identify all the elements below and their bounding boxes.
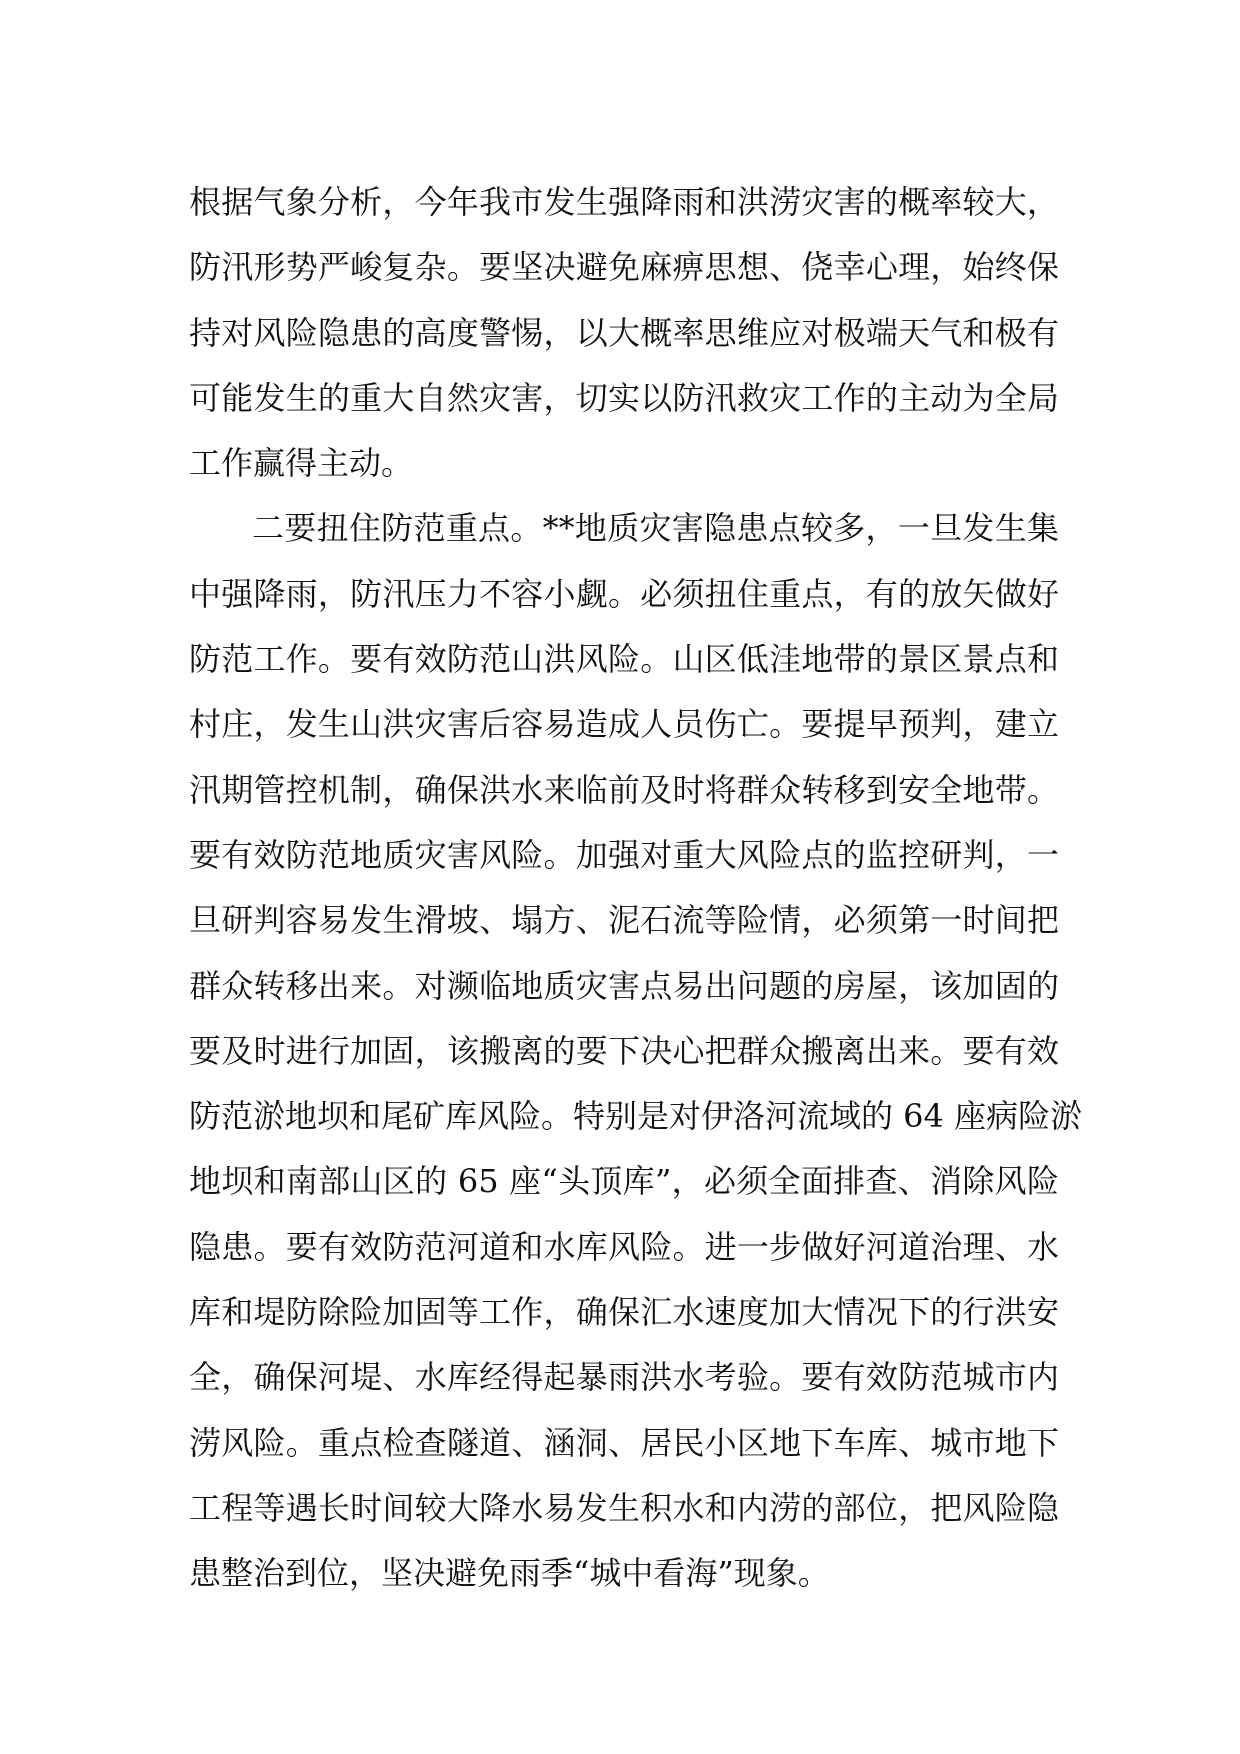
text-line: 涝风险。重点检查隧道、涵洞、居民小区地下车库、城市地下 <box>189 1423 1059 1462</box>
text-line: 全，确保河堤、水库经得起暴雨洪水考验。要有效防范城市内 <box>189 1358 1059 1397</box>
text-line: 防汛形势严峻复杂。要坚决避免麻痹思想、侥幸心理，始终保 <box>189 248 1059 287</box>
text-line: 隐患。要有效防范河道和水库风险。进一步做好河道治理、水 <box>189 1227 1059 1266</box>
text-line: 患整治到位，坚决避免雨季“城中看海”现象。 <box>189 1554 830 1593</box>
text-line: 要有效防范地质灾害风险。加强对重大风险点的监控研判，一 <box>189 835 1059 874</box>
text-line: 防范淤地坝和尾矿库风险。特别是对伊洛河流域的 64 座病险淤 <box>189 1097 1083 1136</box>
text-line: 要及时进行加固，该搬离的要下决心把群众搬离出来。要有效 <box>189 1031 1059 1070</box>
text-line: 可能发生的重大自然灾害，切实以防汛救灾工作的主动为全局 <box>189 378 1059 417</box>
text-line: 中强降雨，防汛压力不容小觑。必须扭住重点，有的放矢做好 <box>189 574 1059 613</box>
text-line: 防范工作。要有效防范山洪风险。山区低洼地带的景区景点和 <box>189 640 1059 679</box>
text-line: 群众转移出来。对濒临地质灾害点易出问题的房屋，该加固的 <box>189 966 1059 1005</box>
text-line: 旦研判容易发生滑坡、塌方、泥石流等险情，必须第一时间把 <box>189 901 1059 940</box>
text-line: 持对风险隐患的高度警惕，以大概率思维应对极端天气和极有 <box>189 313 1059 352</box>
document-body <box>189 170 1083 1607</box>
text-line: 工程等遇长时间较大降水易发生积水和内涝的部位，把风险隐 <box>189 1488 1059 1527</box>
text-line: 库和堤防除险加固等工作，确保汇水速度加大情况下的行洪安 <box>189 1293 1059 1332</box>
text-line: 汛期管控机制，确保洪水来临前及时将群众转移到安全地带。 <box>189 770 1059 809</box>
text-line: 根据气象分析，今年我市发生强降雨和洪涝灾害的概率较大， <box>189 183 1059 221</box>
text-line: 村庄，发生山洪灾害后容易造成人员伤亡。要提早预判，建立 <box>189 705 1059 744</box>
text-line: 地坝和南部山区的 65 座“头顶库”，必须全面排查、消除风险 <box>189 1162 1059 1201</box>
paragraph-start-line: 二要扭住防范重点。**地质灾害隐患点较多，一旦发生集 <box>252 509 1059 548</box>
text-line: 工作赢得主动。 <box>189 444 414 483</box>
